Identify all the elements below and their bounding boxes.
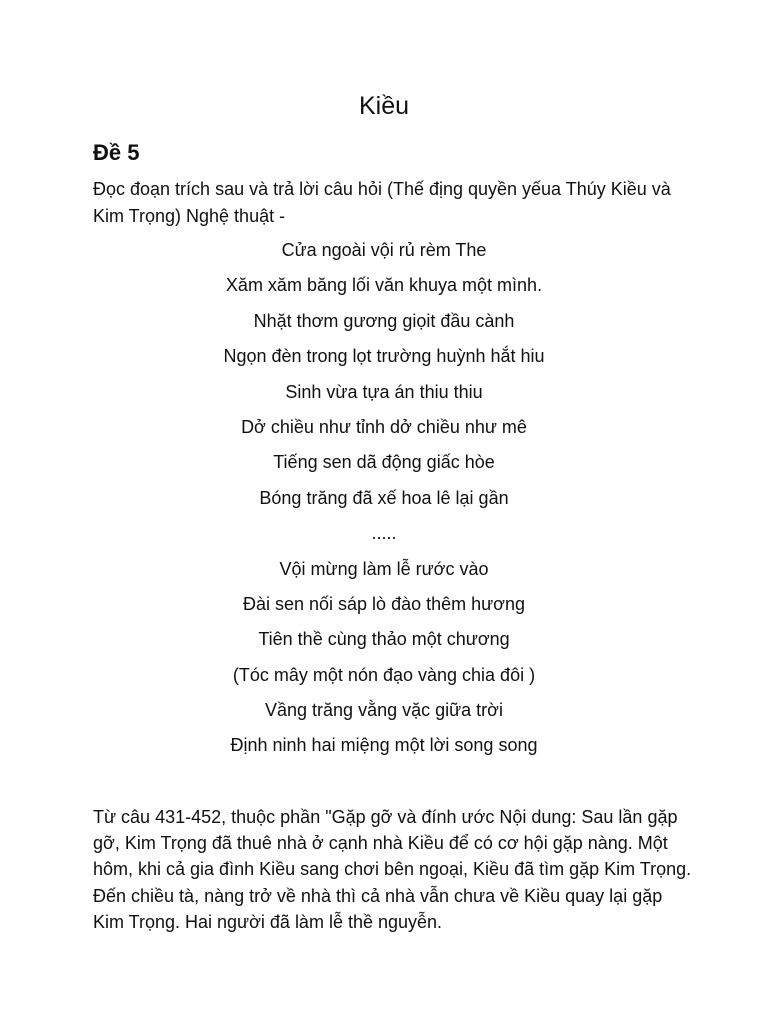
poem-ellipsis: ..... [371, 523, 397, 544]
poem-line: Đài sen nối sáp lò đào thêm hương [242, 593, 526, 614]
poem-line: Định ninh hai miệng một lời song song [230, 735, 538, 756]
poem-line: Vội mừng làm lễ rước vào [279, 558, 489, 579]
poem-line: Tiên thề cùng thảo một chương [258, 629, 510, 650]
poem-line: Dở chiều như tỉnh dở chiều như mê [241, 416, 527, 437]
poem-line: Nhặt thơm gương giọit đầu cành [253, 310, 515, 331]
section-heading: Đề 5 [93, 140, 140, 165]
poem-line: Sinh vừa tựa án thiu thiu [285, 381, 483, 402]
poem-line: Bóng trăng đã xế hoa lê lại gần [259, 487, 509, 508]
poem-line: (Tóc mây một nón đạo vàng chia đôi ) [232, 664, 536, 685]
document-title: Kiều [358, 92, 410, 120]
poem-line: Tiếng sen dã động giấc hòe [273, 452, 495, 473]
poem-line: Vầng trăng vằng vặc giữa trời [265, 700, 503, 721]
poem-line: Cửa ngoài vội rủ rèm The [281, 240, 487, 260]
summary-paragraph: Từ câu 431-452, thuộc phần "Gặp gỡ và đính ước Nội dung: Sau lần gặp gỡ, Kim Trọng đã thuê nhà ở cạnh nhà Kiều để có cơ hội gặp nàng. Một hôm, khi cả gia đình Kiều sang chơi bên ngoại, Kiều đã tìm gặp Kim Trọng. Đến chiều tà, nàng trở về nhà thì cả nhà vẫn chưa về Kiều quay lại gặp Kim Trọng. Hai người đã làm lễ thề nguyễn. [93, 807, 692, 932]
poem-line: Ngọn đèn trong lọt trường huỳnh hắt hiu [223, 346, 545, 367]
poem-excerpt [0, 233, 768, 764]
poem-line: Xăm xăm băng lối văn khuya một mình. [225, 275, 543, 296]
intro-paragraph: Đọc đoạn trích sau và trả lời câu hỏi (Thế địng quyền yếua Thúy Kiều và Kim Trọng) Nghệ thuật - [93, 179, 671, 226]
